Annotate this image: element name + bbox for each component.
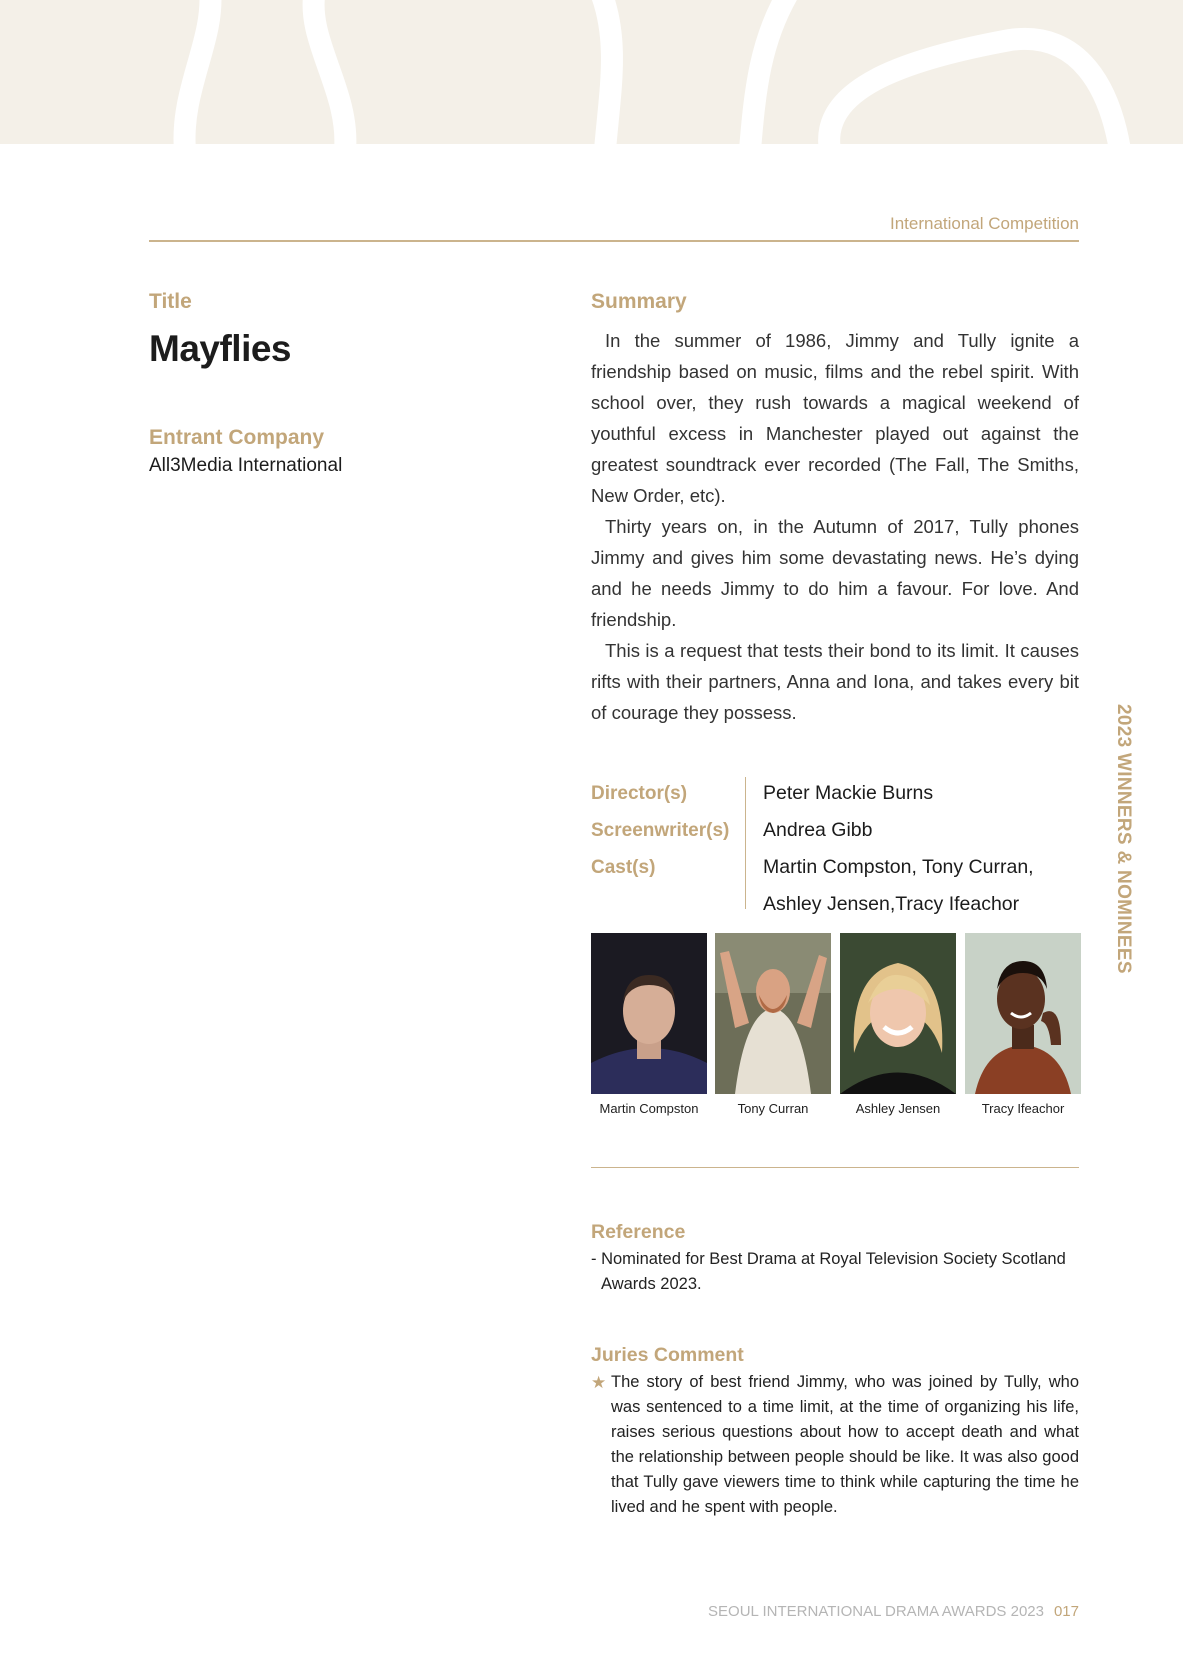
- summary-paragraph: This is a request that tests their bond to its limit. It causes rifts with their partners, Anna and Iona, and takes every bit of courage they possess.: [591, 640, 1079, 723]
- credits-divider: [745, 777, 746, 909]
- program-title: Mayflies: [149, 328, 292, 369]
- screenwriter-value: Andrea Gibb: [763, 819, 873, 841]
- cast-caption: Ashley Jensen: [855, 1101, 941, 1116]
- top-divider: [149, 240, 1079, 242]
- page-number: 017: [1053, 1603, 1079, 1620]
- side-title: 2023 WINNERS & NOMINEES: [1113, 704, 1134, 974]
- cast-value-line2: Ashley Jensen,Tracy Ifeachor: [763, 893, 1020, 915]
- title-block: [149, 288, 529, 479]
- summary-label: Summary: [591, 290, 687, 313]
- jury-label: Juries Comment: [591, 1344, 744, 1366]
- director-label: Director(s): [591, 783, 688, 804]
- screenwriter-label: Screenwriter(s): [591, 820, 730, 841]
- summary-text: [591, 325, 1079, 728]
- cast-photo: [591, 933, 707, 1094]
- cast-caption: Tracy Ifeachor: [981, 1101, 1065, 1116]
- section-label: International Competition: [889, 214, 1079, 233]
- title-label: Title: [149, 290, 192, 313]
- summary-block: [591, 288, 1079, 728]
- cast-photos: [591, 933, 1081, 1123]
- cast-label: Cast(s): [591, 857, 656, 878]
- footer-event: SEOUL INTERNATIONAL DRAMA AWARDS 2023: [708, 1603, 1044, 1620]
- middle-divider: [591, 1167, 1079, 1168]
- cast-photo: [715, 933, 831, 1094]
- summary-paragraph: In the summer of 1986, Jimmy and Tully ignite a friendship based on music, films and the rebel spirit. With school over, they rush towards a magical weekend of youthful excess in Manchester played out against the greatest soundtrack ever recorded (The Fall, The Smiths, New Order, etc).: [591, 330, 1079, 506]
- company-name: All3Media International: [149, 455, 343, 476]
- cast-caption: Tony Curran: [737, 1101, 809, 1116]
- company-label: Entrant Company: [149, 426, 325, 449]
- cast-value-line1: Martin Compston, Tony Curran,: [763, 856, 1034, 878]
- reference-text: - Nominated for Best Drama at Royal Television Society Scotland Awards 2023.: [591, 1250, 1066, 1293]
- page-footer: [708, 1603, 1079, 1620]
- jury-block: [591, 1342, 1079, 1520]
- cast-caption: Martin Compston: [599, 1101, 699, 1116]
- jury-text: The story of best friend Jimmy, who was joined by Tully, who was sentenced to a time limit, at the time of organizing his life, raises serious questions about how to accept death and what the relationship between people should be like. It was also good that Tully gave viewers time to think while capturing the time he lived and he spent with people.: [611, 1373, 1079, 1516]
- cast-photo: [965, 933, 1081, 1094]
- decorative-banner: [0, 0, 1183, 144]
- reference-label: Reference: [591, 1221, 686, 1243]
- director-value: Peter Mackie Burns: [763, 782, 934, 804]
- star-icon: ★: [591, 1373, 607, 1392]
- reference-block: [591, 1219, 1079, 1297]
- summary-paragraph: Thirty years on, in the Autumn of 2017, Tully phones Jimmy and gives him some devastating news. He’s dying and he needs Jimmy to do him a favour. For love. And friendship.: [591, 516, 1079, 630]
- cast-photo: [840, 933, 956, 1094]
